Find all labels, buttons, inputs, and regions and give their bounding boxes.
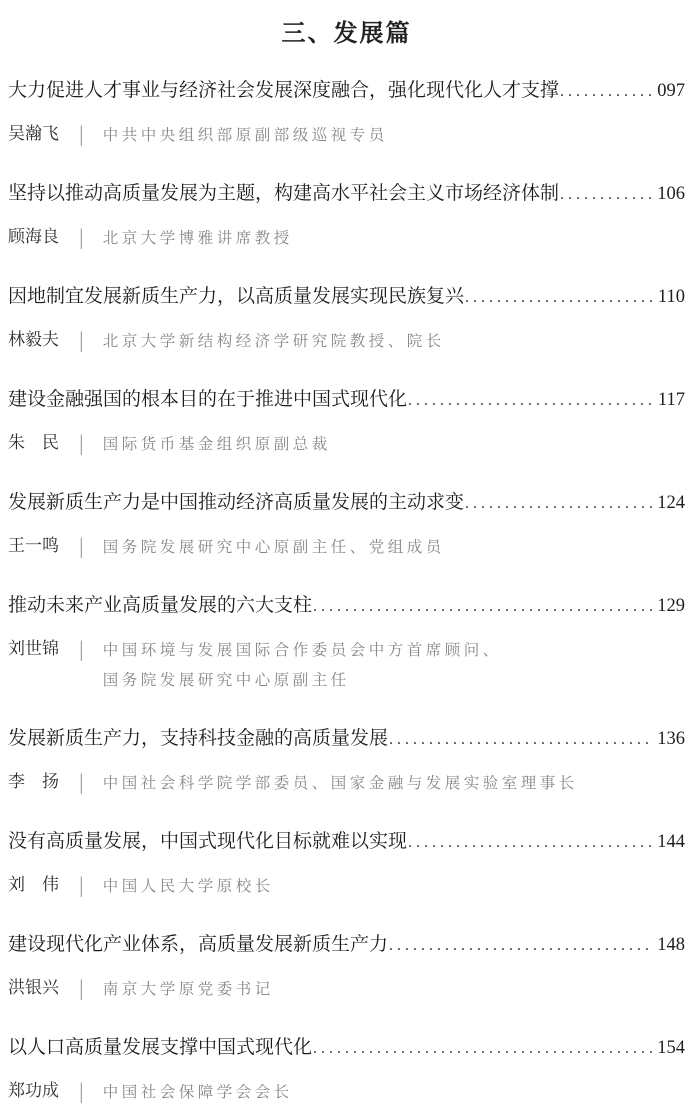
- vertical-divider-bar: |: [79, 534, 84, 558]
- toc-entry-title-row: [8, 181, 685, 208]
- affiliation-list: [103, 636, 685, 696]
- affiliation-line: 中国社会科学院学部委员、国家金融与发展实验室理事长: [102, 775, 578, 792]
- vertical-divider-bar: |: [79, 770, 84, 794]
- toc-entry-author-row: [8, 975, 685, 1005]
- toc-entry-author-row: [8, 327, 685, 357]
- affiliation-line: 中国环境与发展国际合作委员会中方首席顾问、: [102, 642, 502, 659]
- affiliation-list: [103, 769, 685, 799]
- author-name: 李 扬: [8, 772, 59, 792]
- author-name: 顾海良: [8, 227, 59, 247]
- dot-leader: [465, 490, 653, 517]
- author-name: 朱 民: [8, 433, 59, 453]
- toc-entry: [8, 1035, 685, 1108]
- dot-leader: [465, 284, 654, 311]
- affiliation-list: [103, 533, 685, 563]
- author-name: 王一鸣: [8, 536, 59, 556]
- affiliation-list: [103, 327, 685, 357]
- toc-entry: [8, 284, 685, 357]
- author-name: 林毅夫: [8, 330, 59, 350]
- dot-leader: [408, 829, 653, 856]
- toc-entry-title: 建设现代化产业体系，高质量发展新质生产力: [8, 934, 389, 955]
- affiliation-list: [103, 1078, 685, 1108]
- toc-entries: [8, 78, 685, 1108]
- toc-entry-page-number: 117: [657, 390, 685, 410]
- vertical-divider-bar: |: [79, 976, 84, 1000]
- page-title: 三、发展篇: [281, 19, 412, 47]
- affiliation-list: [103, 975, 685, 1005]
- toc-entry-title-row: [8, 932, 685, 959]
- affiliation-line: 北京大学新结构经济学研究院教授、院长: [102, 333, 445, 350]
- toc-entry-page-number: 144: [657, 832, 685, 852]
- toc-entry-title-row: [8, 1035, 685, 1062]
- toc-entry-page-number: 148: [657, 935, 685, 955]
- dot-leader: [313, 593, 653, 620]
- dot-leader: [389, 932, 653, 959]
- toc-entry: [8, 726, 685, 799]
- toc-entry-page-number: 124: [657, 493, 685, 513]
- dot-leader: [389, 726, 653, 753]
- author-name: 刘世锦: [8, 639, 59, 659]
- affiliation-list: [103, 121, 685, 151]
- toc-entry: [8, 387, 685, 460]
- toc-entry-page-number: 097: [657, 81, 685, 101]
- affiliation-line: 国务院发展研究中心原副主任、党组成员: [102, 539, 445, 556]
- toc-entry: [8, 593, 685, 696]
- affiliation-line: 北京大学博雅讲席教授: [102, 230, 293, 247]
- toc-entry-title-row: [8, 829, 685, 856]
- vertical-divider-bar: |: [79, 1079, 84, 1103]
- toc-entry: [8, 829, 685, 902]
- author-name: 洪银兴: [8, 978, 59, 998]
- dot-leader: [408, 387, 654, 414]
- toc-entry-author-row: [8, 636, 685, 696]
- toc-entry-page-number: 154: [657, 1038, 685, 1058]
- dot-leader: [313, 1035, 653, 1062]
- toc-entry: [8, 78, 685, 151]
- toc-entry-title: 没有高质量发展，中国式现代化目标就难以实现: [8, 831, 408, 852]
- affiliation-list: [103, 224, 685, 254]
- affiliation-list: [103, 872, 685, 902]
- author-name: 吴瀚飞: [8, 124, 59, 144]
- author-name: 郑功成: [8, 1081, 59, 1101]
- toc-entry-title: 推动未来产业高质量发展的六大支柱: [8, 595, 313, 616]
- toc-entry-page-number: 110: [657, 287, 685, 307]
- affiliation-line: 国务院发展研究中心原副主任: [102, 672, 350, 689]
- toc-entry-author-row: [8, 430, 685, 460]
- toc-entry-author-row: [8, 769, 685, 799]
- toc-entry-title: 建设金融强国的根本目的在于推进中国式现代化: [8, 389, 408, 410]
- author-name: 刘 伟: [8, 875, 59, 895]
- toc-entry-title: 因地制宜发展新质生产力，以高质量发展实现民族复兴: [8, 286, 465, 307]
- vertical-divider-bar: |: [79, 328, 84, 352]
- affiliation-line: 中国社会保障学会会长: [102, 1084, 293, 1101]
- toc-entry: [8, 181, 685, 254]
- toc-entry-title-row: [8, 593, 685, 620]
- toc-entry-title: 坚持以推动高质量发展为主题，构建高水平社会主义市场经济体制: [8, 183, 560, 204]
- toc-entry-title-row: [8, 78, 685, 105]
- toc-entry-title-row: [8, 726, 685, 753]
- toc-entry-page-number: 129: [657, 596, 685, 616]
- toc-entry-title: 大力促进人才事业与经济社会发展深度融合，强化现代化人才支撑: [8, 80, 560, 101]
- toc-entry-author-row: [8, 121, 685, 151]
- dot-leader: [560, 181, 653, 208]
- vertical-divider-bar: |: [79, 122, 84, 146]
- vertical-divider-bar: |: [79, 637, 84, 661]
- affiliation-line: 南京大学原党委书记: [102, 981, 274, 998]
- toc-entry-author-row: [8, 872, 685, 902]
- toc-entry-author-row: [8, 1078, 685, 1108]
- affiliation-list: [103, 430, 685, 460]
- affiliation-line: 国际货币基金组织原副总裁: [102, 436, 331, 453]
- toc-entry-title-row: [8, 284, 685, 311]
- affiliation-line: 中共中央组织部原副部级巡视专员: [102, 127, 388, 144]
- toc-entry-author-row: [8, 533, 685, 563]
- vertical-divider-bar: |: [79, 431, 84, 455]
- toc-entry: [8, 490, 685, 563]
- toc-entry-author-row: [8, 224, 685, 254]
- dot-leader: [560, 78, 653, 105]
- toc-entry-title-row: [8, 490, 685, 517]
- toc-entry-title-row: [8, 387, 685, 414]
- vertical-divider-bar: |: [79, 225, 84, 249]
- toc-entry: [8, 932, 685, 1005]
- toc-entry-title: 发展新质生产力是中国推动经济高质量发展的主动求变: [8, 492, 465, 513]
- toc-entry-page-number: 106: [657, 184, 685, 204]
- toc-entry-title: 以人口高质量发展支撑中国式现代化: [8, 1037, 313, 1058]
- toc-entry-page-number: 136: [657, 729, 685, 749]
- toc-entry-title: 发展新质生产力，支持科技金融的高质量发展: [8, 728, 389, 749]
- vertical-divider-bar: |: [79, 873, 84, 897]
- affiliation-line: 中国人民大学原校长: [102, 878, 274, 895]
